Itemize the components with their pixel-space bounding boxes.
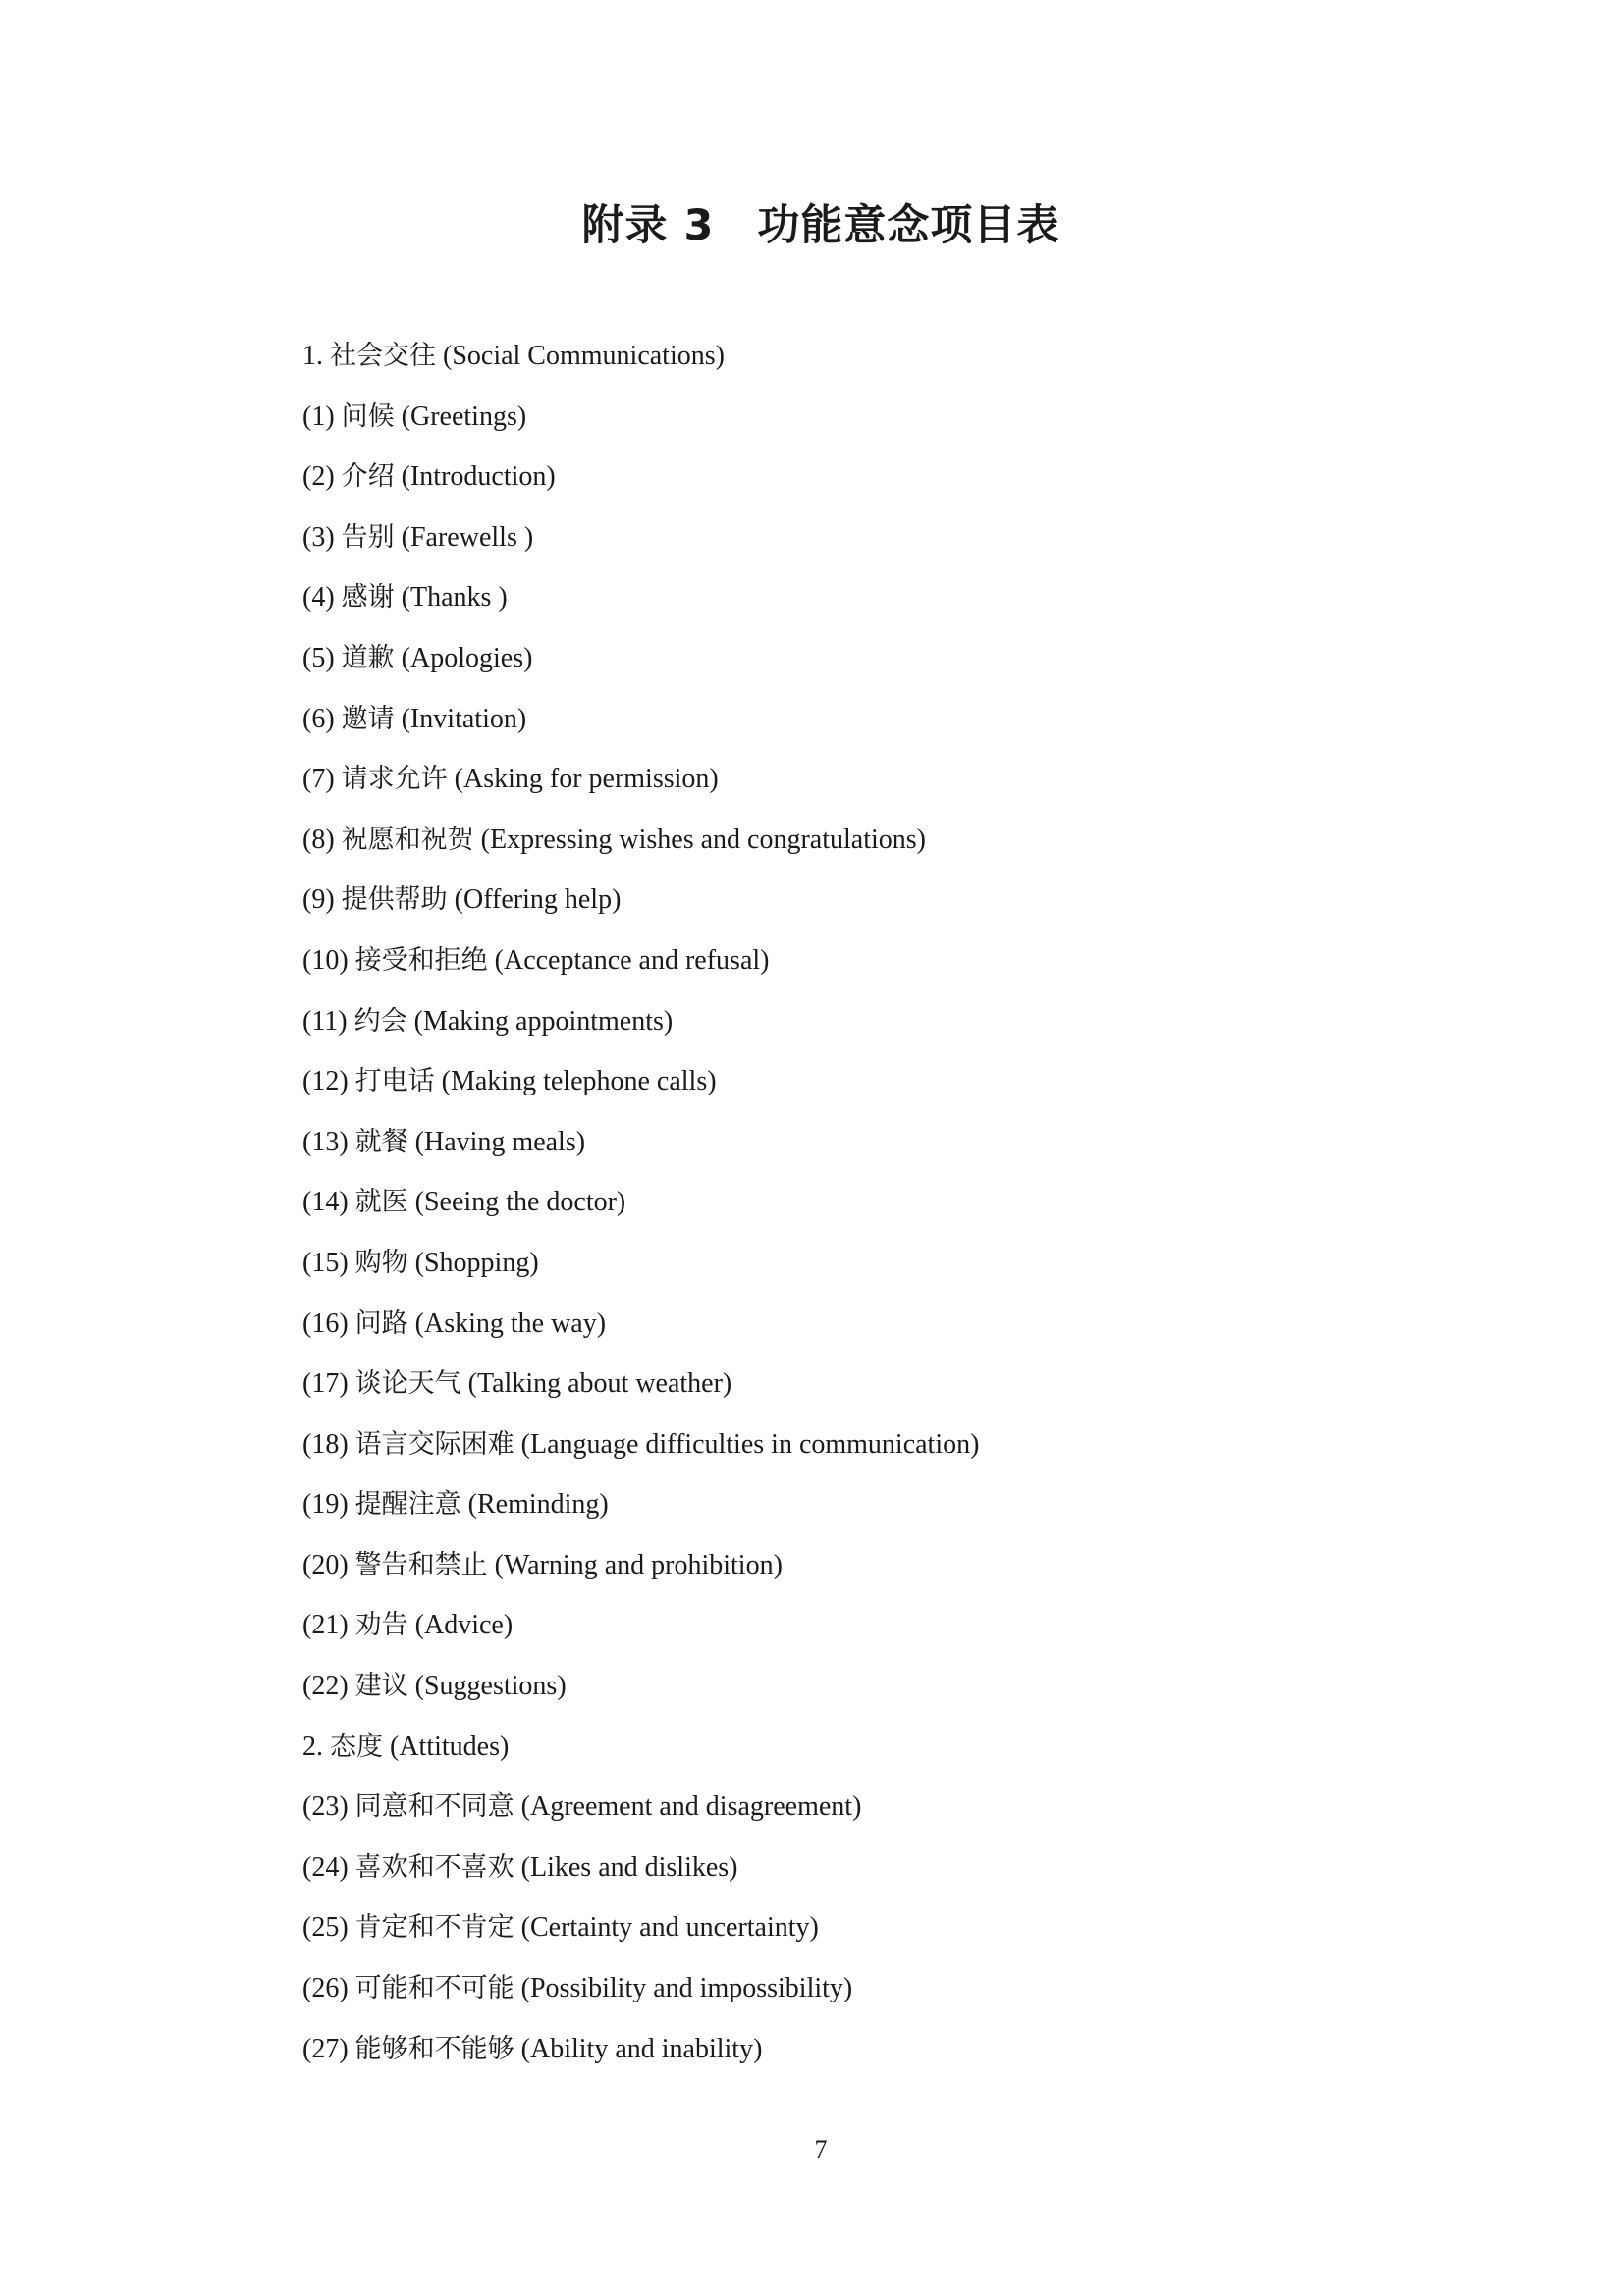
list-item xyxy=(302,1301,979,1362)
item-chinese: 请求允许 xyxy=(341,764,448,795)
item-english: (Asking for permission) xyxy=(454,764,719,795)
list-item xyxy=(302,1119,979,1180)
item-english: (Talking about weather) xyxy=(467,1368,732,1400)
item-chinese: 介绍 xyxy=(341,461,395,493)
item-chinese: 劝告 xyxy=(354,1610,408,1641)
item-chinese: 态度 xyxy=(330,1731,383,1762)
list-item xyxy=(302,817,979,878)
item-english: (Shopping) xyxy=(414,1247,539,1278)
item-number: (17) xyxy=(302,1368,349,1400)
item-chinese: 谈论天气 xyxy=(354,1368,461,1400)
item-number: (19) xyxy=(302,1489,349,1521)
item-english: (Warning and prohibition) xyxy=(494,1549,783,1580)
item-number: (23) xyxy=(302,1791,349,1823)
item-number: (12) xyxy=(302,1066,349,1097)
item-chinese: 喜欢和不喜欢 xyxy=(354,1851,514,1883)
item-english: (Introduction) xyxy=(401,461,556,493)
item-chinese: 建议 xyxy=(354,1671,408,1702)
item-english: (Attitudes) xyxy=(390,1731,510,1762)
item-chinese: 问路 xyxy=(354,1308,408,1339)
list-item xyxy=(302,1663,979,1724)
item-chinese: 提醒注意 xyxy=(354,1489,461,1521)
list-item xyxy=(302,1240,979,1301)
item-english: (Thanks ) xyxy=(401,582,508,614)
item-chinese: 就医 xyxy=(354,1187,408,1218)
item-chinese: 社会交往 xyxy=(330,341,436,371)
item-number: (7) xyxy=(302,764,335,795)
list-item xyxy=(302,877,979,937)
item-english: (Having meals) xyxy=(414,1126,586,1157)
item-chinese: 祝愿和祝贺 xyxy=(341,824,474,855)
list-item xyxy=(302,333,979,394)
item-chinese: 接受和拒绝 xyxy=(354,944,488,976)
item-chinese: 告别 xyxy=(341,521,395,553)
item-chinese: 就餐 xyxy=(354,1126,408,1157)
item-chinese: 购物 xyxy=(354,1247,408,1278)
item-number: (4) xyxy=(302,582,335,614)
item-english: (Language difficulties in communication) xyxy=(520,1428,980,1460)
item-number: (18) xyxy=(302,1428,349,1460)
list-item xyxy=(302,574,979,635)
list-item xyxy=(302,998,979,1059)
item-number: (9) xyxy=(302,884,335,916)
item-english: (Greetings) xyxy=(401,400,527,432)
list-item xyxy=(302,635,979,696)
item-number: (2) xyxy=(302,461,335,493)
list-item xyxy=(302,514,979,575)
item-number: (5) xyxy=(302,642,335,673)
item-english: (Asking the way) xyxy=(414,1308,607,1339)
item-number: (10) xyxy=(302,944,349,976)
list-item xyxy=(302,1965,979,2026)
item-number: (20) xyxy=(302,1549,349,1580)
item-chinese: 打电话 xyxy=(354,1066,435,1097)
item-english: (Farewells ) xyxy=(401,521,534,553)
item-english: (Invitation) xyxy=(401,703,527,734)
item-number: (16) xyxy=(302,1308,349,1339)
list-item xyxy=(302,454,979,514)
item-chinese: 肯定和不肯定 xyxy=(354,1912,514,1944)
list-item xyxy=(302,1058,979,1119)
item-chinese: 邀请 xyxy=(341,703,395,734)
list-item xyxy=(302,1784,979,1844)
list-item xyxy=(302,1844,979,1905)
item-number: (3) xyxy=(302,521,335,553)
item-number: (27) xyxy=(302,2033,349,2064)
item-english: (Making telephone calls) xyxy=(441,1066,717,1097)
item-number: (1) xyxy=(302,400,335,432)
list-item xyxy=(302,394,979,454)
item-chinese: 可能和不可能 xyxy=(354,1973,514,2004)
item-number: (6) xyxy=(302,703,335,734)
list-item xyxy=(302,1904,979,1965)
page-title: 附录 3 功能意念项目表 xyxy=(581,201,1060,250)
item-english: (Acceptance and refusal) xyxy=(494,944,770,976)
item-english: (Seeing the doctor) xyxy=(414,1187,626,1218)
item-number: (8) xyxy=(302,824,335,855)
item-number: (22) xyxy=(302,1671,349,1702)
item-number: (11) xyxy=(302,1005,348,1037)
item-english: (Apologies) xyxy=(401,642,533,673)
item-english: (Reminding) xyxy=(467,1489,609,1521)
item-number: (21) xyxy=(302,1610,349,1641)
list-item xyxy=(302,756,979,817)
item-english: (Advice) xyxy=(414,1610,514,1641)
function-notion-list xyxy=(302,333,979,2086)
list-item xyxy=(302,937,979,998)
item-english: (Certainty and uncertainty) xyxy=(520,1912,819,1944)
item-english: (Likes and dislikes) xyxy=(520,1851,738,1883)
item-number: (15) xyxy=(302,1247,349,1278)
item-english: (Ability and inability) xyxy=(520,2033,763,2064)
item-number: (26) xyxy=(302,1973,349,2004)
list-item xyxy=(302,1361,979,1421)
item-number: (14) xyxy=(302,1187,349,1218)
item-english: (Agreement and disagreement) xyxy=(520,1791,862,1823)
item-number: 2. xyxy=(302,1731,323,1762)
item-english: (Offering help) xyxy=(454,884,622,916)
item-chinese: 语言交际困难 xyxy=(354,1428,514,1460)
list-item xyxy=(302,1602,979,1663)
list-item xyxy=(302,1421,979,1482)
list-item xyxy=(302,1542,979,1603)
list-item xyxy=(302,1179,979,1240)
item-chinese: 约会 xyxy=(353,1005,407,1037)
page-number: 7 xyxy=(814,2135,828,2163)
item-english: (Social Communications) xyxy=(443,341,725,371)
item-chinese: 问候 xyxy=(341,400,395,432)
item-chinese: 提供帮助 xyxy=(341,884,448,916)
item-english: (Making appointments) xyxy=(413,1005,674,1037)
item-chinese: 感谢 xyxy=(341,582,395,614)
item-english: (Suggestions) xyxy=(414,1671,567,1702)
item-chinese: 同意和不同意 xyxy=(354,1791,514,1823)
list-item xyxy=(302,1724,979,1785)
item-chinese: 道歉 xyxy=(341,642,395,673)
item-number: (24) xyxy=(302,1851,349,1883)
list-item xyxy=(302,696,979,757)
list-item xyxy=(302,2026,979,2087)
item-number: (13) xyxy=(302,1126,349,1157)
item-number: 1. xyxy=(302,341,323,371)
list-item xyxy=(302,1481,979,1542)
item-english: (Expressing wishes and congratulations) xyxy=(480,824,927,855)
item-chinese: 能够和不能够 xyxy=(354,2033,514,2064)
item-number: (25) xyxy=(302,1912,349,1944)
item-chinese: 警告和禁止 xyxy=(354,1549,488,1580)
item-english: (Possibility and impossibility) xyxy=(520,1973,853,2004)
